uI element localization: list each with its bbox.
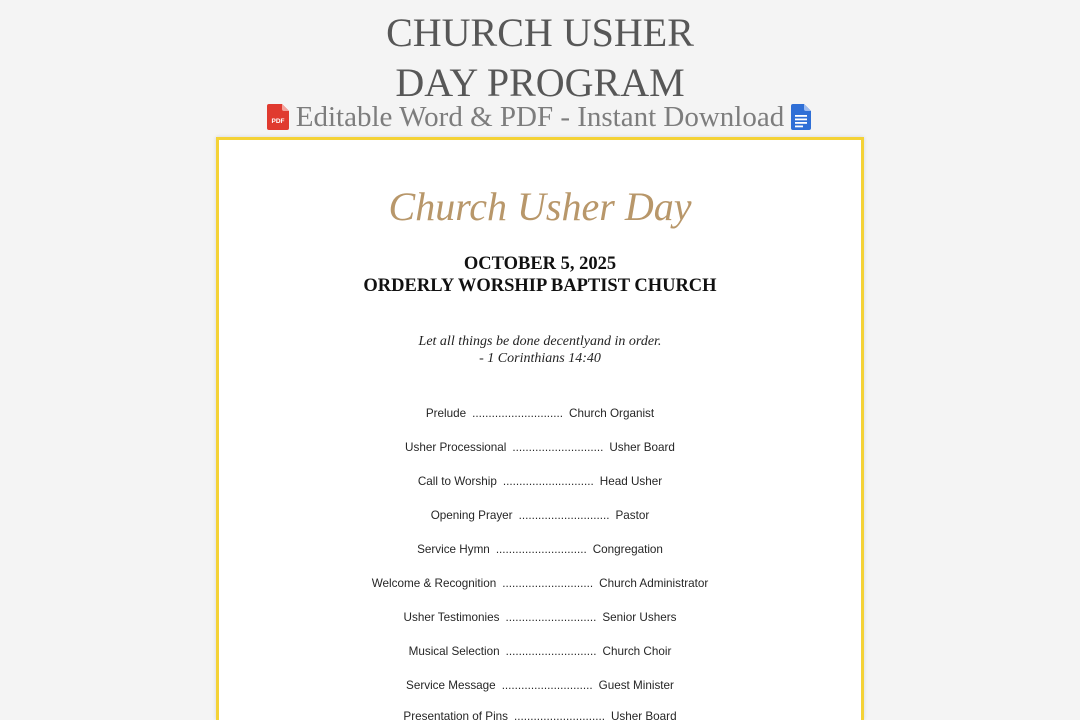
program-item-label: Usher Processional <box>405 440 507 454</box>
program-item <box>219 532 861 566</box>
pdf-file-icon <box>267 104 289 130</box>
program-item-role: Usher Board <box>610 710 677 720</box>
program-item <box>219 702 861 720</box>
script-title: Church Usher Day <box>388 184 692 229</box>
leader-dots: ............................ <box>505 610 597 624</box>
headline-line-2: DAY PROGRAM <box>395 60 685 105</box>
leader-dots: ............................ <box>495 542 587 556</box>
word-document-icon <box>791 104 813 130</box>
program-item-role: Church Organist <box>569 406 655 420</box>
program-item-role: Church Choir <box>602 644 672 658</box>
church-name: ORDERLY WORSHIP BAPTIST CHURCH <box>363 276 717 296</box>
leader-dots: ............................ <box>501 678 593 692</box>
program-item-label: Presentation of Pins <box>403 710 509 720</box>
subtitle: Editable Word & PDF - Instant Download <box>295 101 785 133</box>
program-item <box>219 464 861 498</box>
program-item-role: Church Administrator <box>599 576 709 590</box>
program-item-label: Service Hymn <box>417 542 490 556</box>
program-item-label: Call to Worship <box>417 474 497 488</box>
program-item <box>219 498 861 532</box>
leader-dots: ............................ <box>505 644 597 658</box>
program-item-label: Service Message <box>406 678 496 692</box>
leader-dots: ............................ <box>512 440 604 454</box>
program-item-label: Musical Selection <box>408 644 500 658</box>
verse-reference: - 1 Corinthians 14:40 <box>479 351 601 366</box>
leader-dots: ............................ <box>502 576 594 590</box>
program-item-role: Senior Ushers <box>602 610 677 624</box>
program-item-role: Congregation <box>592 542 663 556</box>
program-document <box>216 137 864 720</box>
program-item-role: Pastor <box>615 508 650 522</box>
program-item-role: Guest Minister <box>598 678 674 692</box>
leader-dots: ............................ <box>502 474 594 488</box>
scripture-verse <box>219 333 861 367</box>
program-item-label: Welcome & Recognition <box>371 576 497 590</box>
program-list <box>219 396 861 720</box>
verse-text: Let all things be done decentlyand in order. <box>418 334 662 349</box>
leader-dots: ............................ <box>514 710 605 720</box>
leader-dots: ............................ <box>518 508 610 522</box>
program-item <box>219 668 861 702</box>
program-item-role: Usher Board <box>609 440 675 454</box>
headline-line-1: CHURCH USHER <box>386 10 694 55</box>
event-date: OCTOBER 5, 2025 <box>463 254 617 274</box>
program-item-label: Prelude <box>425 406 467 420</box>
pdf-icon-label: PDF <box>271 118 285 125</box>
program-item <box>219 566 861 600</box>
program-item-role: Head Usher <box>599 474 663 488</box>
program-item-label: Usher Testimonies <box>403 610 500 624</box>
leader-dots: ............................ <box>472 406 564 420</box>
program-item <box>219 430 861 464</box>
subtitle-row <box>0 100 1080 134</box>
program-item-label: Opening Prayer <box>430 508 513 522</box>
program-item <box>219 600 861 634</box>
program-item <box>219 396 861 430</box>
program-item <box>219 634 861 668</box>
